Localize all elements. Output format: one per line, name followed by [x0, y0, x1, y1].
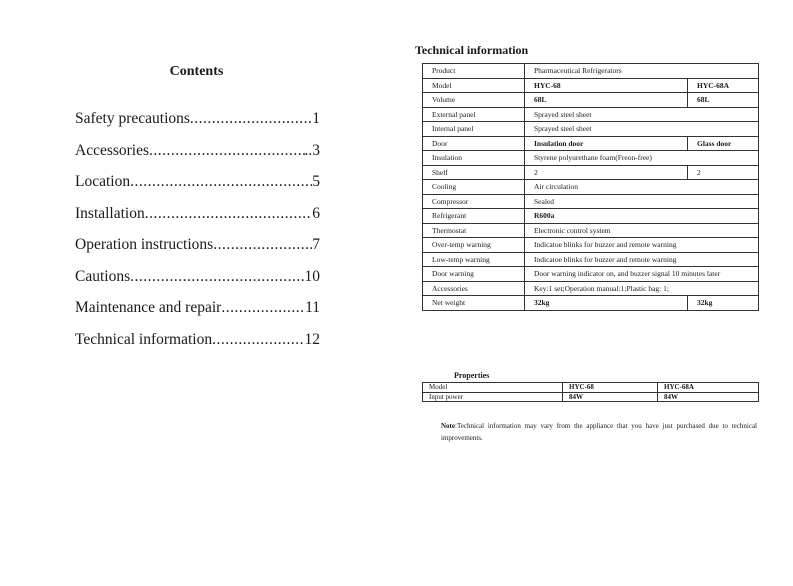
toc-item-label: Accessories	[75, 141, 150, 159]
spec-label: Insulation	[423, 151, 525, 166]
table-row	[423, 281, 759, 296]
spec-value: Insulation door	[525, 136, 688, 151]
spec-value: Indicatoe blinks for buzzer and remote warning	[525, 252, 759, 267]
spec-value: Pharmaceutical Refrigerators	[525, 64, 759, 79]
toc-item-label: Installation	[75, 204, 145, 222]
table-row	[423, 238, 759, 253]
toc-item-page: 6	[312, 204, 320, 222]
table-row	[423, 209, 759, 224]
prop-col1: HYC-68	[563, 383, 658, 393]
table-row	[423, 165, 759, 180]
spec-label: Thermostat	[423, 223, 525, 238]
toc-item-page: 5	[312, 173, 320, 190]
prop-col1: 84W	[563, 392, 658, 402]
table-of-contents	[75, 110, 320, 362]
spec-label: Door	[423, 136, 525, 151]
table-row	[423, 93, 759, 108]
spec-label: Accessories	[423, 281, 525, 296]
spec-value: Indicatoe blinks for buzzer and remote warning	[525, 238, 759, 253]
toc-item	[75, 299, 320, 331]
spec-value-alt: 2	[688, 165, 759, 180]
spec-value-alt: HYC-68A	[688, 78, 759, 93]
spec-value: Sprayed steel sheet	[525, 107, 759, 122]
spec-value: 2	[525, 165, 688, 180]
toc-item-page: 1	[312, 110, 320, 127]
table-row	[423, 252, 759, 267]
spec-label: Low-temp warning	[423, 252, 525, 267]
spec-label: Shelf	[423, 165, 525, 180]
table-row	[423, 194, 759, 209]
toc-item	[75, 236, 320, 268]
spec-value: Key:1 set;Operation manual:1;Plastic bag: 1;	[525, 281, 759, 296]
table-row	[423, 151, 759, 166]
spec-value: Electronic control system	[525, 223, 759, 238]
spec-value: R600a	[525, 209, 759, 224]
toc-item-page: 7	[312, 236, 320, 253]
spec-label: Cooling	[423, 180, 525, 195]
spec-label: Door warning	[423, 267, 525, 282]
table-row	[423, 383, 759, 393]
toc-item-page: 12	[304, 330, 320, 348]
note-text: :Technical information may vary from the appliance that you have just purchased due to technical improvements.	[441, 422, 757, 442]
spec-value: Styrene polyurethane foam(Freon-free)	[525, 151, 759, 166]
spec-value-alt: Glass door	[688, 136, 759, 151]
spec-value: 32kg	[525, 296, 688, 311]
spec-label: Net weight	[423, 296, 525, 311]
toc-leader-dots	[212, 331, 304, 349]
toc-item	[75, 110, 320, 142]
spec-value: 68L	[525, 93, 688, 108]
table-row	[423, 136, 759, 151]
prop-col2: HYC-68A	[658, 383, 759, 393]
properties-table	[422, 382, 759, 402]
toc-leader-dots	[190, 110, 312, 128]
table-row	[423, 296, 759, 311]
spec-label: Product	[423, 64, 525, 79]
table-row	[423, 122, 759, 137]
spec-label: Internal panel	[423, 122, 525, 137]
table-row	[423, 223, 759, 238]
note-label: Note	[441, 422, 455, 430]
toc-item-label: Operation instructions	[75, 236, 214, 253]
contents-title: Contents	[169, 64, 224, 79]
spec-label: Over-temp warning	[423, 238, 525, 253]
spec-value-alt: 32kg	[688, 296, 759, 311]
spec-value: Sprayed steel sheet	[525, 122, 759, 137]
table-row	[423, 64, 759, 79]
toc-item	[75, 331, 320, 363]
spec-value: Air circulation	[525, 180, 759, 195]
spec-value: HYC-68	[525, 78, 688, 93]
prop-label: Model	[423, 383, 563, 393]
toc-item	[75, 205, 320, 237]
spec-value: Door warning indicator on, and buzzer signal 10 minutes later	[525, 267, 759, 282]
spec-label: External panel	[423, 107, 525, 122]
toc-item	[75, 142, 320, 174]
technical-spec-table	[422, 63, 759, 311]
toc-item-label: Safety precautions	[75, 110, 190, 127]
spec-label: Refrigerant	[423, 209, 525, 224]
prop-label: Input power	[423, 392, 563, 402]
toc-leader-dots	[149, 142, 304, 160]
toc-item-label: Maintenance and repair	[75, 299, 222, 316]
toc-item-label: Location	[75, 173, 131, 190]
toc-leader-dots	[130, 268, 304, 286]
spec-value: Sealed	[525, 194, 759, 209]
toc-leader-dots	[213, 236, 312, 254]
toc-item-label: Cautions	[75, 267, 131, 285]
spec-label: Compressor	[423, 194, 525, 209]
spec-label: Model	[423, 78, 525, 93]
toc-item-page: 10	[304, 267, 320, 285]
technical-information-title: Technical information	[415, 43, 529, 57]
toc-leader-dots	[130, 173, 312, 191]
prop-col2: 84W	[658, 392, 759, 402]
toc-item-page: ..3	[304, 141, 320, 159]
toc-item-label: Technical information	[75, 330, 213, 348]
toc-item-page: 11	[305, 299, 320, 316]
toc-item	[75, 173, 320, 205]
spec-value-alt: 68L	[688, 93, 759, 108]
note-paragraph	[441, 420, 757, 444]
toc-item	[75, 268, 320, 300]
toc-leader-dots	[145, 205, 313, 223]
table-row	[423, 267, 759, 282]
table-row	[423, 180, 759, 195]
table-row	[423, 107, 759, 122]
spec-label: Volume	[423, 93, 525, 108]
properties-title: Properties	[454, 371, 490, 380]
toc-leader-dots	[221, 299, 305, 317]
table-row	[423, 78, 759, 93]
table-row	[423, 392, 759, 402]
